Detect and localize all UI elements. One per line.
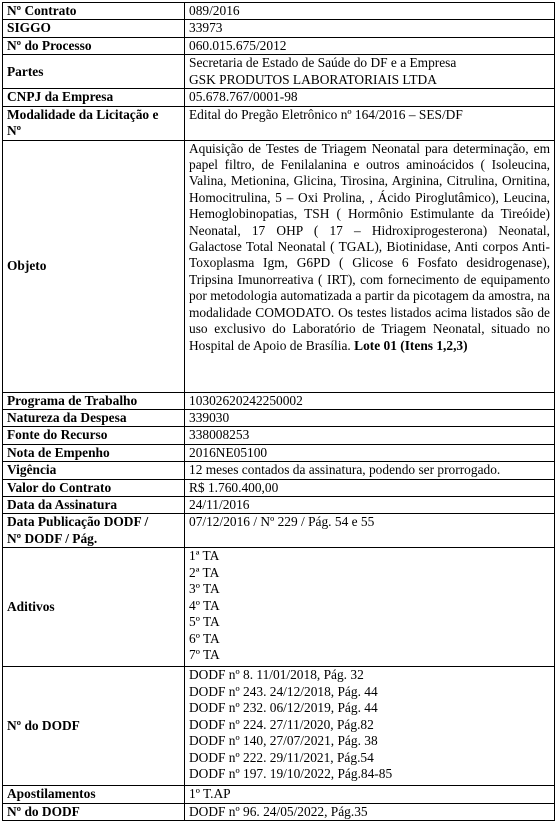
label-siggo: SIGGO — [3, 20, 185, 37]
dodf-item: DODF nº 232. 06/12/2019, Pág. 44 — [189, 700, 378, 716]
value-dodf — [185, 667, 555, 786]
aditivo-item: 7º TA — [189, 646, 220, 662]
value-dodf-apostilamento: DODF nº 96. 24/05/2022, Pág.35 — [185, 803, 555, 820]
value-processo: 060.015.675/2012 — [185, 37, 555, 54]
modalidade-label-line-1: Modalidade da Licitação e — [7, 106, 159, 122]
label-publicacao — [3, 514, 185, 548]
row-processo — [3, 37, 555, 54]
row-valor — [3, 479, 555, 496]
value-objeto — [185, 140, 555, 392]
row-contrato — [3, 3, 555, 20]
value-aditivos — [185, 548, 555, 667]
value-publicacao: 07/12/2016 / Nº 229 / Pág. 54 e 55 — [185, 514, 555, 548]
partes-line-1: Secretaria de Estado de Saúde do DF e a Empresa — [189, 55, 457, 71]
partes-line-2: GSK PRODUTOS LABORATORIAIS LTDA — [189, 71, 437, 87]
label-cnpj: CNPJ da Empresa — [3, 89, 185, 106]
label-objeto: Objeto — [3, 140, 185, 392]
row-empenho — [3, 444, 555, 461]
value-programa: 10302620242250002 — [185, 392, 555, 409]
label-natureza: Natureza da Despesa — [3, 410, 185, 427]
value-fonte: 338008253 — [185, 427, 555, 444]
row-apostilamentos — [3, 786, 555, 803]
row-dodf — [3, 667, 555, 786]
label-dodf: Nº do DODF — [3, 667, 185, 786]
dodf-item: DODF nº 140, 27/07/2021, Pág. 38 — [189, 733, 378, 749]
value-assinatura: 24/11/2016 — [185, 497, 555, 514]
label-modalidade — [3, 106, 185, 140]
modalidade-label-line-2: Nº — [7, 123, 22, 139]
value-contrato: 089/2016 — [185, 3, 555, 20]
objeto-lote: Lote 01 (Itens 1,2,3) — [354, 337, 468, 353]
label-partes: Partes — [3, 55, 185, 89]
label-valor: Valor do Contrato — [3, 479, 185, 496]
value-vigencia: 12 meses contados da assinatura, podendo ser prorrogado. — [185, 462, 555, 479]
aditivo-item: 4º TA — [189, 597, 220, 613]
value-apostilamentos: 1º T.AP — [185, 786, 555, 803]
value-partes — [185, 55, 555, 89]
value-empenho: 2016NE05100 — [185, 444, 555, 461]
label-dodf-apostilamento: Nº do DODF — [3, 803, 185, 820]
objeto-text: Aquisição de Testes de Triagem Neonatal para determinação, em papel filtro, de Fenilalanina e outros aminoácidos ( Isoleucina, Valina, Metionina, Glicina, Tirosina, Arginina, Citrulina, Ornitina, Homocitrulina, 5 – Oxi Prolina, , Ácido Piroglutâmico), Leucina, Hemoglobinopatias, TSH ( Hormônio Estimulante da Tireóide) Neonatal, 17 OHP ( 17 – Hidroxiprogesterona) Neonatal, Galactose Total Neonatal ( TGAL), Biotinidase, Anti corpos Anti- Toxoplasma Igm, G6PD ( Glicose 6 Fosfato desidrogenase), Tripsina Imunorreativa ( IRT), com fornecimento de equipamento por metodologia automatizada a partir da picotagem da amostra, na modalidade COMODATO. Os testes listados acima listados são de uso exclusivo do Laboratório de Triagem Neonatal, situado no Hospital de Apoio de Brasília. — [189, 140, 550, 353]
label-programa: Programa de Trabalho — [3, 392, 185, 409]
row-assinatura — [3, 497, 555, 514]
label-apostilamentos: Apostilamentos — [3, 786, 185, 803]
row-cnpj — [3, 89, 555, 106]
row-programa — [3, 392, 555, 409]
label-aditivos: Aditivos — [3, 548, 185, 667]
row-modalidade — [3, 106, 555, 140]
row-partes — [3, 55, 555, 89]
aditivo-item: 5º TA — [189, 614, 220, 630]
row-publicacao — [3, 514, 555, 548]
value-valor: R$ 1.760.400,00 — [185, 479, 555, 496]
dodf-item: DODF nº 243. 24/12/2018, Pág. 44 — [189, 683, 378, 699]
value-modalidade: Edital do Pregão Eletrônico nº 164/2016 – SES/DF — [185, 106, 555, 140]
aditivo-item: 1ª TA — [189, 548, 220, 564]
label-fonte: Fonte do Recurso — [3, 427, 185, 444]
label-empenho: Nota de Empenho — [3, 444, 185, 461]
row-vigencia — [3, 462, 555, 479]
aditivo-item: 2ª TA — [189, 564, 220, 580]
row-dodf-apostilamento — [3, 803, 555, 820]
value-cnpj: 05.678.767/0001-98 — [185, 89, 555, 106]
aditivo-item: 6º TA — [189, 630, 220, 646]
row-aditivos — [3, 548, 555, 667]
label-processo: Nº do Processo — [3, 37, 185, 54]
contract-summary-table — [2, 2, 555, 821]
publicacao-label-line-1: Data Publicação DODF / — [7, 514, 149, 530]
row-siggo — [3, 20, 555, 37]
dodf-item: DODF nº 197. 19/10/2022, Pág.84-85 — [189, 765, 393, 781]
row-natureza — [3, 410, 555, 427]
value-siggo: 33973 — [185, 20, 555, 37]
row-objeto — [3, 140, 555, 392]
row-fonte — [3, 427, 555, 444]
dodf-item: DODF nº 224. 27/11/2020, Pág.82 — [189, 716, 374, 732]
dodf-item: DODF nº 222. 29/11/2021, Pág.54 — [189, 749, 374, 765]
dodf-item: DODF nº 8. 11/01/2018, Pág. 32 — [189, 667, 364, 683]
publicacao-label-line-2: Nº DODF / Pág. — [7, 530, 98, 546]
aditivo-item: 3º TA — [189, 581, 220, 597]
value-natureza: 339030 — [185, 410, 555, 427]
label-vigencia: Vigência — [3, 462, 185, 479]
label-contrato: Nº Contrato — [3, 3, 185, 20]
label-assinatura: Data da Assinatura — [3, 497, 185, 514]
